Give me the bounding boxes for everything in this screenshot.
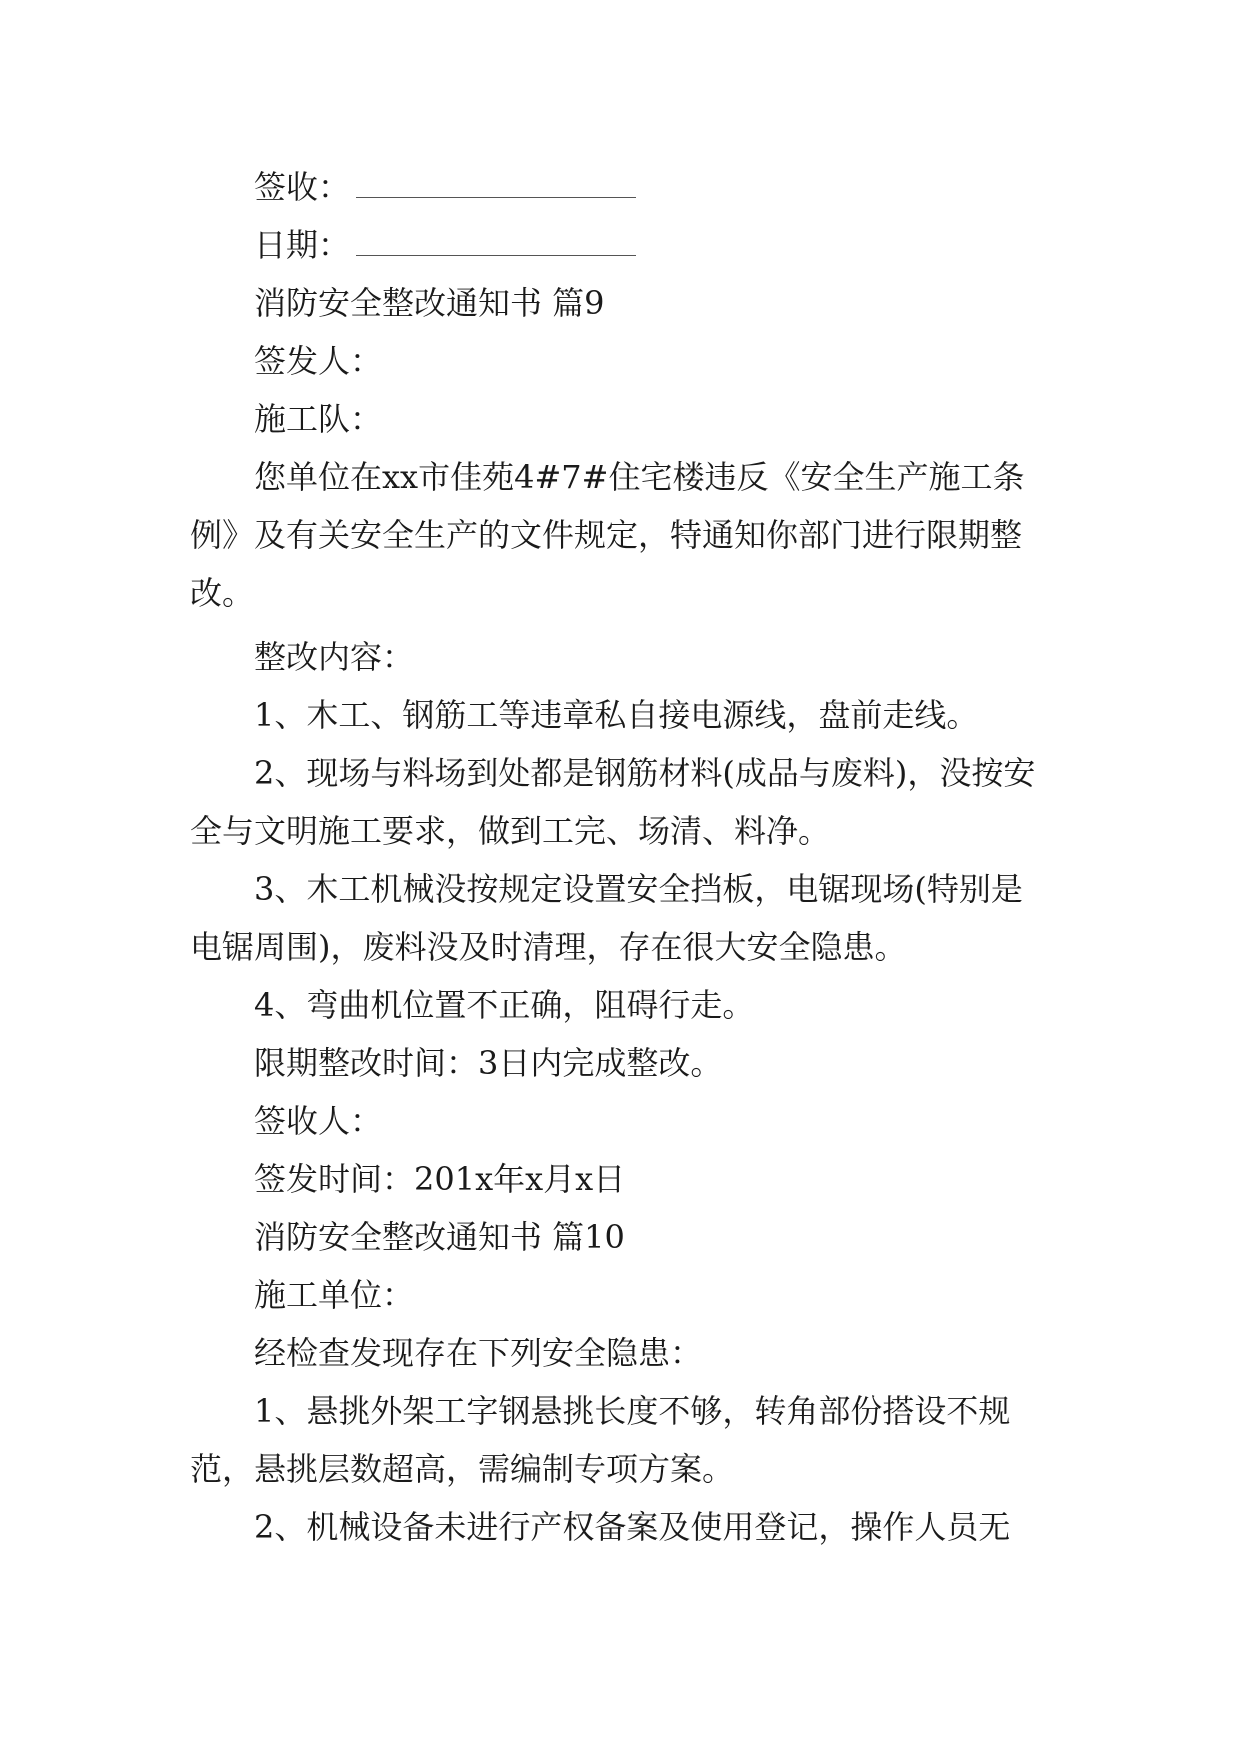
date-blank: [356, 235, 636, 256]
notice-paragraph: 您单位在xx市佳苑4#7#住宅楼违反《安全生产施工条例》及有关安全生产的文件规定，特通知你部门进行限期整改。: [190, 458, 1025, 612]
signed-receipt-line: [190, 158, 1054, 216]
construction-team-line: 施工队：: [254, 400, 383, 438]
rectification-item-1: 1、木工、钢筋工等违章私自接电源线，盘前走线。: [254, 696, 979, 734]
hazard-item-1: 1、悬挑外架工字钢悬挑长度不够，转角部份搭设不规范，悬挑层数超高，需编制专项方案。: [190, 1392, 1011, 1488]
issuer-line: 签发人：: [254, 342, 383, 380]
hazard-item-2: 2、机械设备未进行产权备案及使用登记，操作人员无: [254, 1508, 1011, 1546]
section-10-title: 消防安全整改通知书 篇10: [254, 1218, 625, 1256]
rectification-heading: 整改内容：: [254, 638, 415, 676]
section-9-title: 消防安全整改通知书 篇9: [254, 284, 605, 322]
date-line: [190, 216, 1054, 274]
deadline-line: 限期整改时间：3日内完成整改。: [254, 1044, 723, 1082]
signed-receipt-label: 签收：: [254, 168, 351, 206]
rectification-item-2: 2、现场与料场到处都是钢筋材料(成品与废料)，没按安全与文明施工要求，做到工完、场清、料净。: [190, 754, 1036, 850]
receiver-line: 签收人：: [254, 1102, 383, 1140]
construction-unit-line: 施工单位：: [254, 1276, 415, 1314]
rectification-item-4: 4、弯曲机位置不正确，阻碍行走。: [254, 986, 755, 1024]
inspection-intro: 经检查发现存在下列安全隐患：: [254, 1334, 703, 1372]
issue-time-line: 签发时间：201x年x月x日: [254, 1160, 626, 1198]
date-label: 日期：: [254, 226, 351, 264]
rectification-item-3: 3、木工机械没按规定设置安全挡板，电锯现场(特别是电锯周围)，废料没及时清理，存在很大安全隐患。: [190, 870, 1023, 966]
signed-receipt-blank: [356, 177, 636, 198]
document-body: [190, 158, 1054, 1556]
